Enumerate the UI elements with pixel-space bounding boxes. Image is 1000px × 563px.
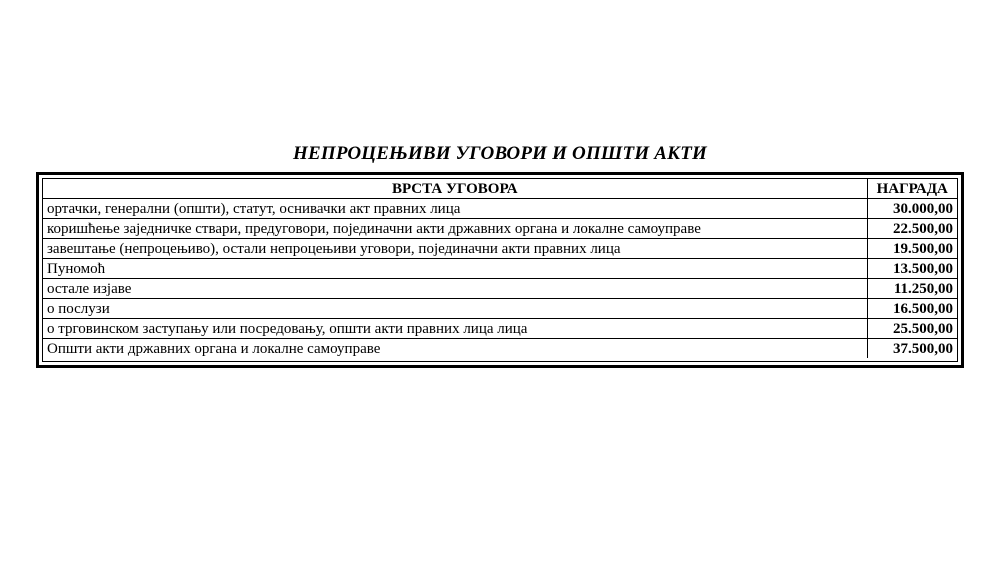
contract-type-cell: о послузи	[43, 299, 867, 319]
contract-type-cell: ортачки, генерални (општи), статут, оснивачки акт правних лица	[43, 199, 867, 219]
contract-type-cell: коришћење заједничке ствари, предуговори, појединачни акти државних органа и локалне самоуправе	[43, 219, 867, 239]
contract-type-cell: Општи акти државних органа и локалне самоуправе	[43, 339, 867, 359]
header-fee: НАГРАДА	[867, 179, 957, 199]
fee-table-frame	[36, 172, 964, 368]
fee-cell: 19.500,00	[867, 239, 957, 259]
contract-type-cell: Пуномоћ	[43, 259, 867, 279]
table-row	[43, 219, 957, 239]
document-title: НЕПРОЦЕЊИВИ УГОВОРИ И ОПШТИ АКТИ	[293, 143, 707, 164]
table-row	[43, 299, 957, 319]
fee-table-inner-border	[42, 178, 958, 362]
table-row	[43, 279, 957, 299]
fee-table	[43, 179, 957, 358]
contract-type-cell: завештање (непроцењиво), остали непроцењиви уговори, појединачни акти правних лица	[43, 239, 867, 259]
table-row	[43, 239, 957, 259]
table-header-row	[43, 179, 957, 199]
fee-cell: 22.500,00	[867, 219, 957, 239]
table-row	[43, 319, 957, 339]
contract-type-cell: остале изјаве	[43, 279, 867, 299]
fee-cell: 13.500,00	[867, 259, 957, 279]
table-row	[43, 199, 957, 219]
fee-cell: 25.500,00	[867, 319, 957, 339]
fee-cell: 16.500,00	[867, 299, 957, 319]
contract-type-cell: о трговинском заступању или посредовању, општи акти правних лица лица	[43, 319, 867, 339]
fee-cell: 11.250,00	[867, 279, 957, 299]
table-row	[43, 339, 957, 359]
fee-cell: 37.500,00	[867, 339, 957, 359]
table-row	[43, 259, 957, 279]
fee-cell: 30.000,00	[867, 199, 957, 219]
header-contract-type: ВРСТА УГОВОРА	[43, 179, 867, 199]
